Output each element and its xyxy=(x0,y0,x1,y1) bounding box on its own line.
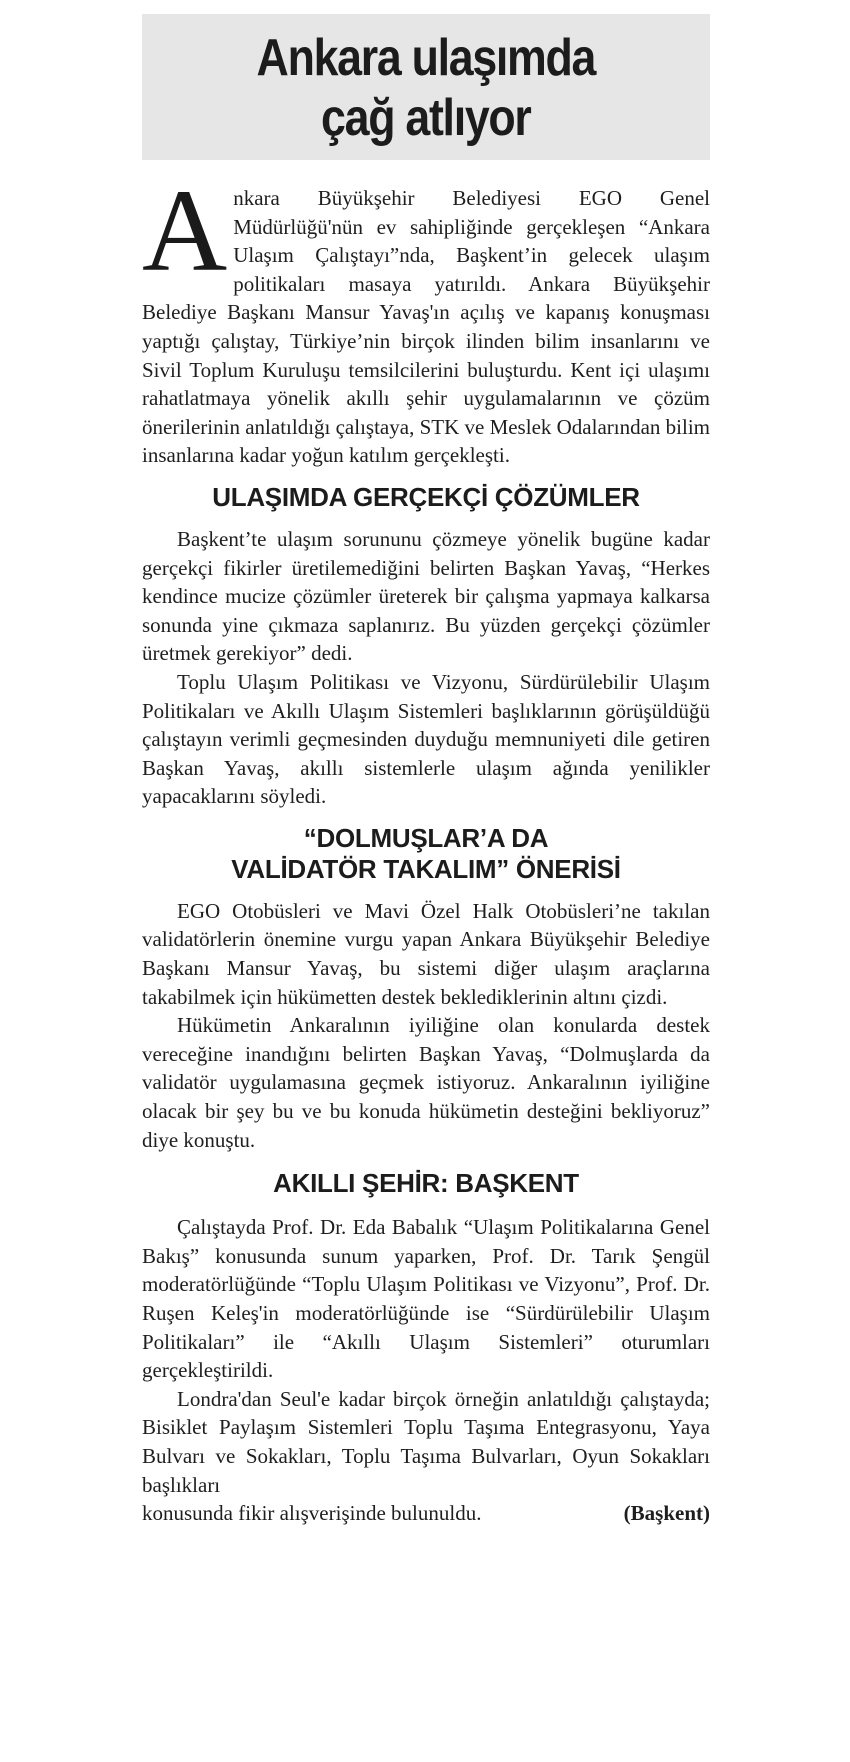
source-signature: (Başkent) xyxy=(623,1501,710,1526)
news-article xyxy=(142,14,710,1528)
subheading-validator-line-1: “DOLMUŞLAR’A DA xyxy=(303,822,549,853)
subheading-validator-line-2: VALİDATÖR TAKALIM” ÖNERİSİ xyxy=(231,853,621,884)
lead-text: nkara Büyükşehir Belediyesi EGO Genel Müdürlüğü'nün ev sahipliğinde gerçekleşen “Ankara Ulaşım Çalıştayı”nda, Başkent’in gelecek ulaşım politikaları masaya yatırıldı. Ankara Büyükşehir Belediye Başkanı Mansur Yavaş'ın açılış ve kapanış konuşması yaptığı çalıştay, Türkiye’nin birçok ilinden bilim insanlarını ve Sivil Toplum Kuruluşu temsilcilerini buluşturdu. Kent içi ulaşımı rahatlatmaya yönelik akıllı şehir uygulamalarının ve çözüm önerilerinin anlatıldığı çalıştaya, STK ve Meslek Odalarından bilim insanlarına kadar yoğun katılım gerçekleşti. xyxy=(142,186,711,468)
drop-cap: A xyxy=(142,165,228,296)
subheading-smart-city: AKILLI ŞEHİR: BAŞKENT xyxy=(273,1168,579,1199)
headline-box xyxy=(142,14,710,160)
subheading-realistic-solutions: ULAŞIMDA GERÇEKÇİ ÇÖZÜMLER xyxy=(212,481,640,512)
section3-paragraph-1: Çalıştayda Prof. Dr. Eda Babalık “Ulaşım Politikalarına Genel Bakış” konusunda sunum yaparken, Prof. Dr. Tarık Şengül moderatörlüğünde “Toplu Ulaşım Politikası ve Vizyonu”, Prof. Dr. Ruşen Keleş'in moderatörlüğünde ise “Sürdürülebilir Ulaşım Politikaları” ile “Akıllı Ulaşım Sistemleri” oturumları gerçekleştirildi. xyxy=(142,1215,710,1383)
headline-line-2: çağ atlıyor xyxy=(321,89,531,147)
subheading-validator-proposal xyxy=(142,823,710,885)
section3-paragraph-2: Londra'dan Seul'e kadar birçok örneğin anlatıldığı çalıştayda; Bisiklet Paylaşım Sistemleri Toplu Taşıma Entegrasyonu, Yaya Bulvarı ve Sokakları, Toplu Taşıma Bulvarları, Oyun Sokakları başlıkları xyxy=(142,1386,710,1497)
section1-paragraph-1: Başkent’te ulaşım sorununu çözmeye yönelik bugüne kadar gerçekçi fikirler üretilemediğini belirten Başkan Yavaş, “Herkes kendince mucize çözümler üreterek bir çalışma yapmaya kalkarsa sonunda yine çıkmaza saplanırız. Bu yüzden gerçekçi çözümler üretmek gerekiyor” dedi. xyxy=(142,526,710,666)
section2-paragraph-2: Hükümetin Ankaralının iyiliğine olan konularda destek vereceğine inandığını belirten Başkan Yavaş, “Dolmuşlarda da validatör uygulamasına geçmek istiyoruz. Ankaralının iyiliğine olacak bir şey bu ve bu konuda hükümetin desteğini bekliyoruz” diye konuştu. xyxy=(142,1013,710,1152)
section2-paragraph-1: EGO Otobüsleri ve Mavi Özel Halk Otobüsleri’ne takılan validatörlerin önemine vurgu yapan Ankara Büyükşehir Belediye Başkanı Mansur Yavaş, bu sistemi diğer ulaşım araçlarına takabilmek için hükümetten destek beklediklerinin altını çizdi. xyxy=(142,898,710,1009)
closing-text: konusunda fikir alışverişinde bulunuldu. xyxy=(142,1501,482,1526)
section1-paragraph-2: Toplu Ulaşım Politikası ve Vizyonu, Sürdürülebilir Ulaşım Politikaları ve Akıllı Ulaşım Sistemleri başlıklarının görüşüldüğü çalıştayın verimli geçmesinden duyduğu memnuniyeti dile getiren Başkan Yavaş, akıllı sistemlerle ulaşım ağında yenilikler yapacaklarını söyledi. xyxy=(142,669,710,809)
lead-paragraph xyxy=(142,165,711,470)
headline-line-1: Ankara ulaşımda xyxy=(256,29,596,87)
section3-closing-line xyxy=(142,1499,710,1528)
